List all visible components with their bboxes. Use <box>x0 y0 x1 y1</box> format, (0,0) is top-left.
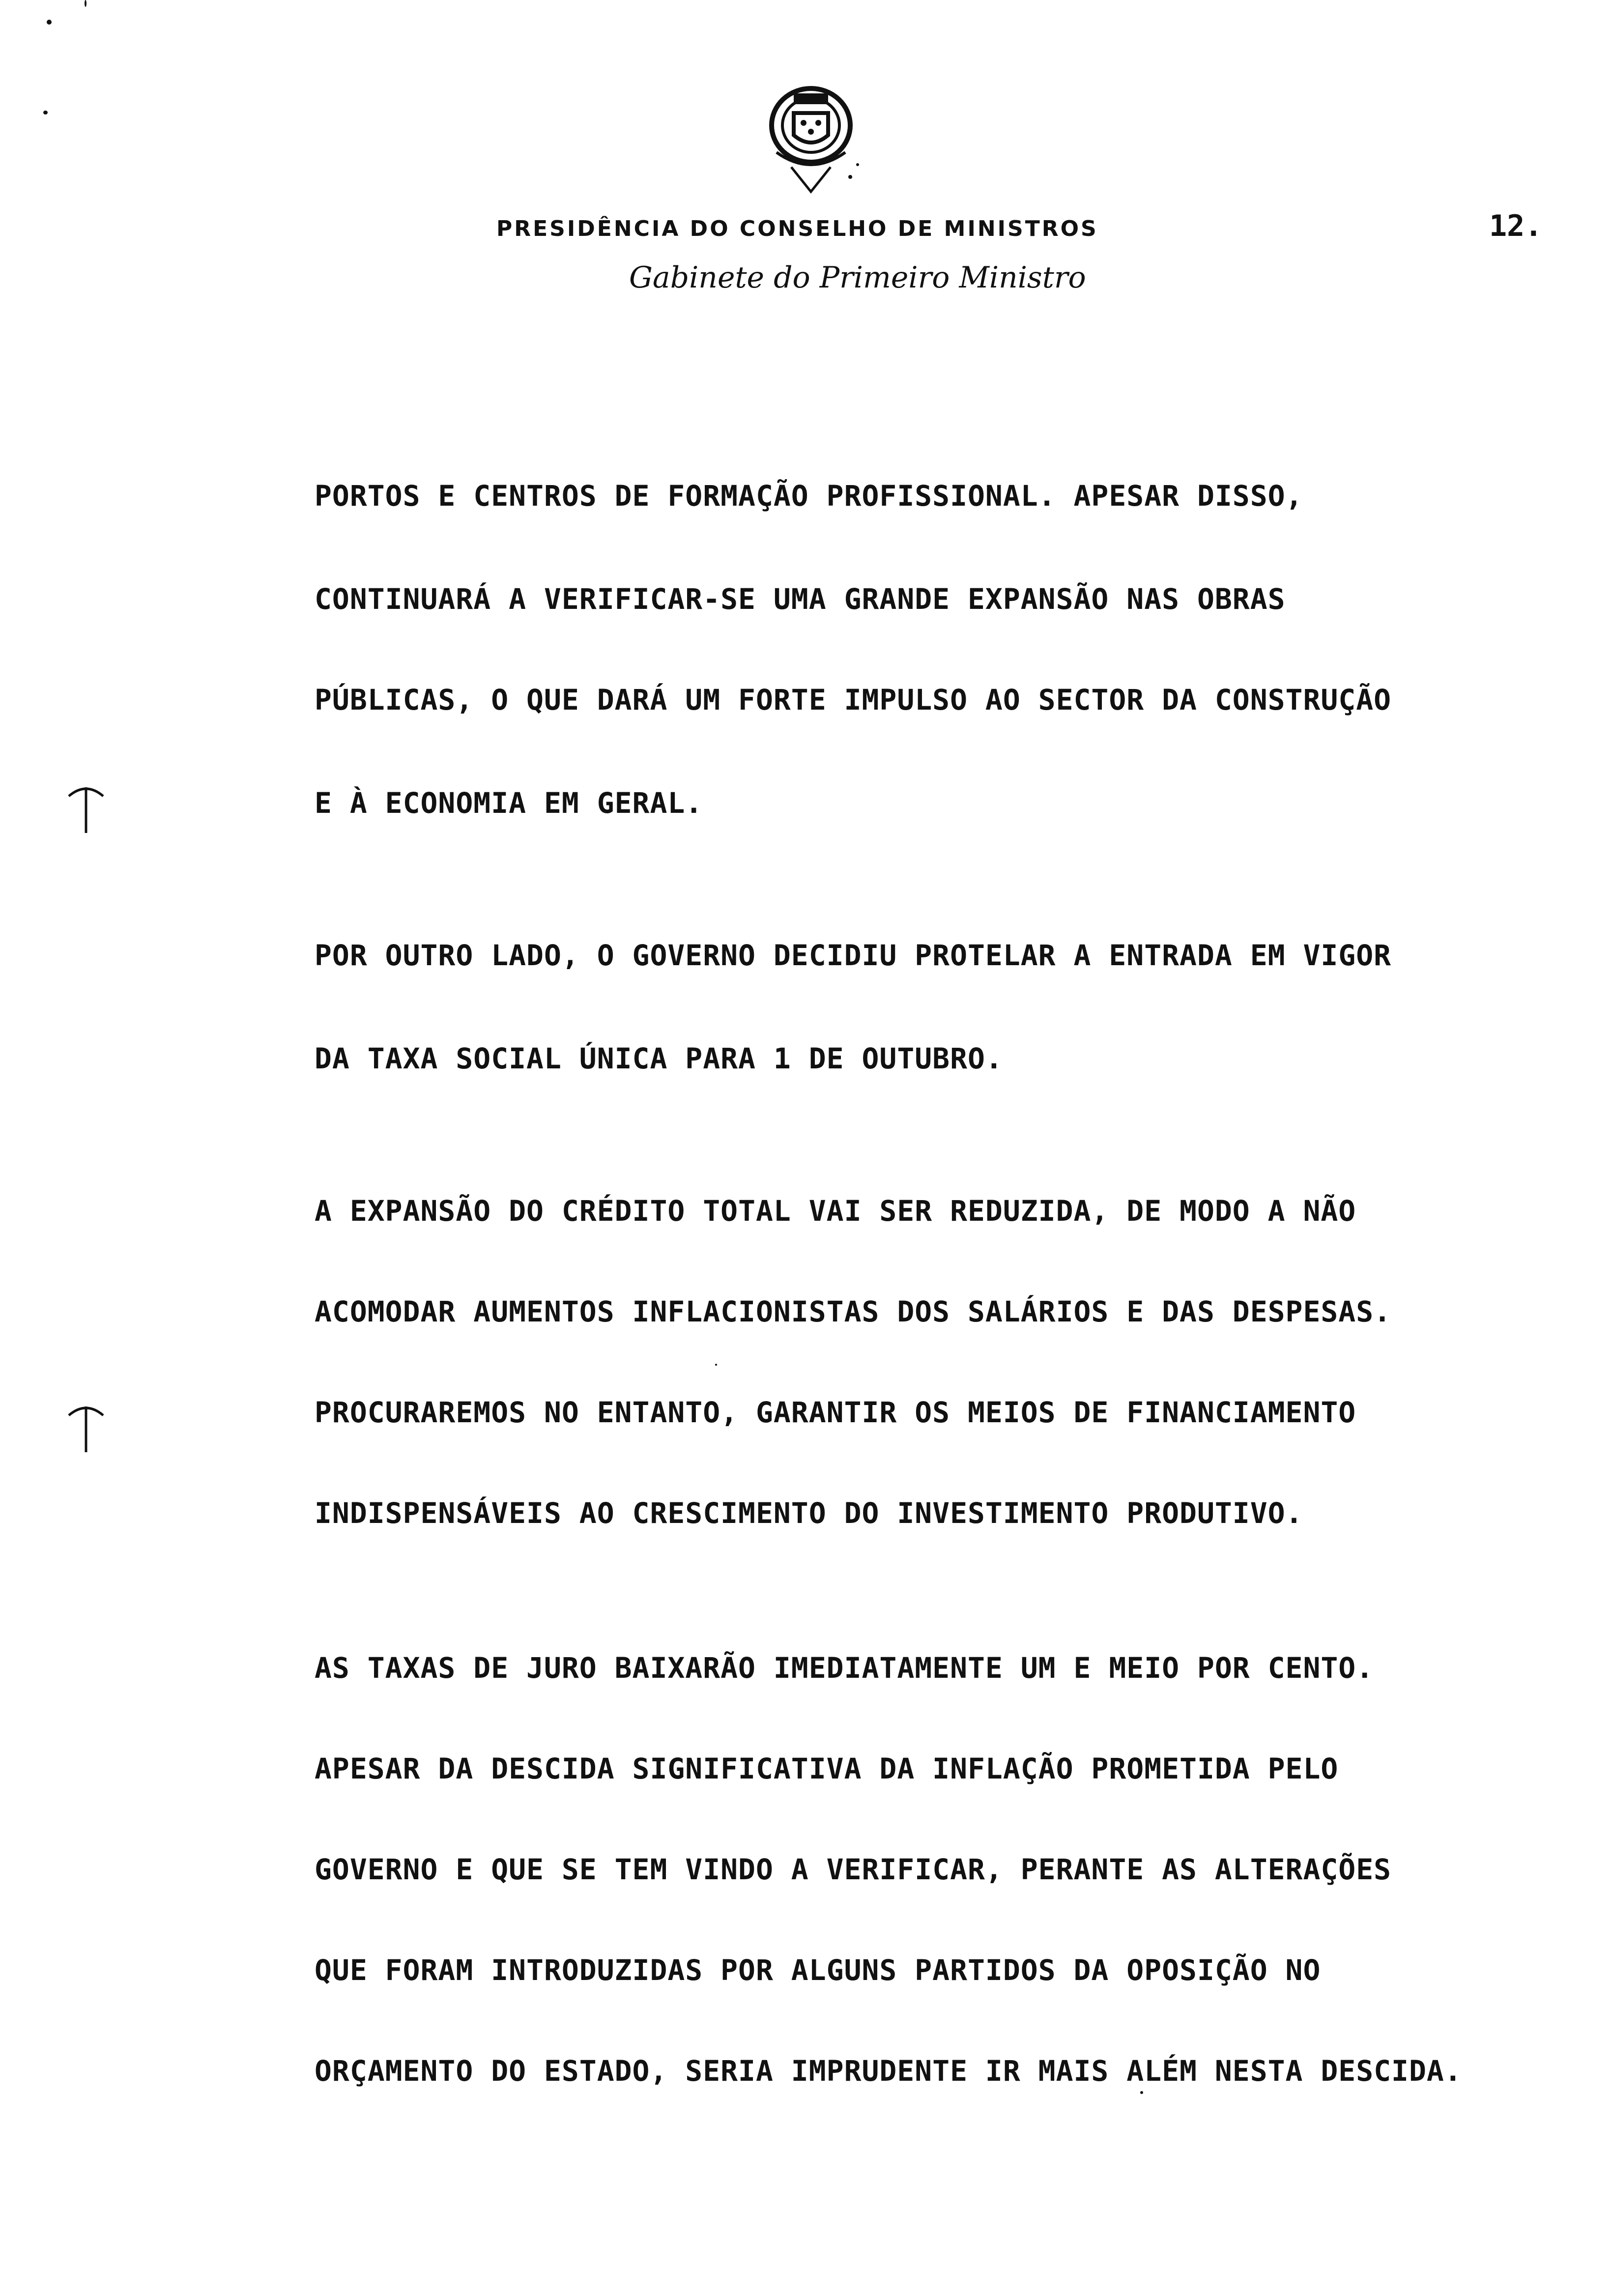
body-line: POR OUTRO LADO, O GOVERNO DECIDIU PROTELAR A ENTRADA EM VIGOR <box>315 939 1392 972</box>
body-line: ACOMODAR AUMENTOS INFLACIONISTAS DOS SALÁRIOS E DAS DESPESAS. <box>315 1295 1392 1328</box>
body-line: A EXPANSÃO DO CRÉDITO TOTAL VAI SER REDUZIDA, DE MODO A NÃO <box>315 1194 1356 1228</box>
body-line: ORÇAMENTO DO ESTADO, SERIA IMPRUDENTE IR MAIS ALÉM NESTA DESCIDA. <box>315 2054 1462 2088</box>
margin-mark-icon <box>64 781 108 835</box>
body-line: AS TAXAS DE JURO BAIXARÃO IMEDIATAMENTE UM E MEIO POR CENTO. <box>315 1651 1374 1685</box>
body-line: APESAR DA DESCIDA SIGNIFICATIVA DA INFLAÇÃO PROMETIDA PELO <box>315 1752 1339 1785</box>
scan-speck <box>85 0 86 7</box>
body-line: QUE FORAM INTRODUZIDAS POR ALGUNS PARTIDOS DA OPOSIÇÃO NO <box>315 1953 1321 1987</box>
scan-speck <box>47 20 52 25</box>
body-line: PÚBLICAS, O QUE DARÁ UM FORTE IMPULSO AO SECTOR DA CONSTRUÇÃO <box>315 683 1392 717</box>
coat-of-arms-seal-icon <box>747 79 875 201</box>
margin-mark-icon <box>64 1401 108 1455</box>
page-number: 12. <box>1489 209 1543 243</box>
body-line: INDISPENSÁVEIS AO CRESCIMENTO DO INVESTIMENTO PRODUTIVO. <box>315 1496 1303 1530</box>
body-line: E À ECONOMIA EM GERAL. <box>315 786 703 820</box>
body-line: GOVERNO E QUE SE TEM VINDO A VERIFICAR, PERANTE AS ALTERAÇÕES <box>315 1853 1392 1886</box>
scan-speck <box>1140 2091 1143 2094</box>
scan-speck <box>43 111 48 115</box>
cabinet-subtitle: Gabinete do Primeiro Ministro <box>629 260 1086 295</box>
body-line: PROCURAREMOS NO ENTANTO, GARANTIR OS MEIOS DE FINANCIAMENTO <box>315 1396 1356 1429</box>
scan-speck <box>715 1364 717 1366</box>
organization-header: PRESIDÊNCIA DO CONSELHO DE MINISTROS <box>496 216 1098 241</box>
body-line: DA TAXA SOCIAL ÚNICA PARA 1 DE OUTUBRO. <box>315 1042 1003 1075</box>
body-line: PORTOS E CENTROS DE FORMAÇÃO PROFISSIONAL. APESAR DISSO, <box>315 479 1303 513</box>
body-line: CONTINUARÁ A VERIFICAR-SE UMA GRANDE EXPANSÃO NAS OBRAS <box>315 582 1286 616</box>
